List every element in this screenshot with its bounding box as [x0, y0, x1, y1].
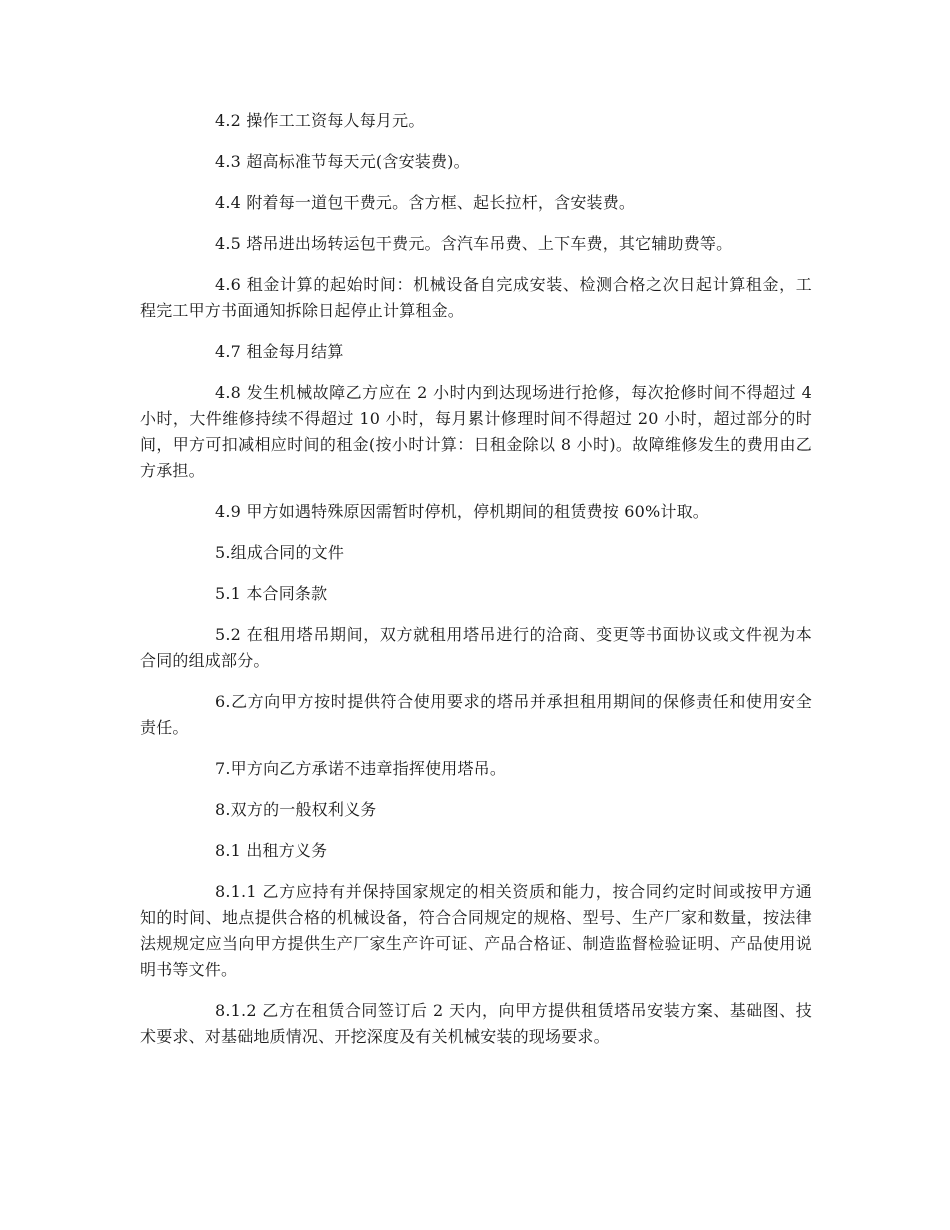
- clause-5-1: 5.1 本合同条款: [215, 584, 328, 603]
- clause-6: 6.乙方向甲方按时提供符合使用要求的塔吊并承担租用期间的保修责任和使用安全责任。: [140, 692, 812, 737]
- clause-4-3: 4.3 超高标准节每天元(含安装费)。: [215, 152, 470, 171]
- clause-7: 7.甲方向乙方承诺不违章指挥使用塔吊。: [215, 759, 507, 778]
- section-5-heading: 5.组成合同的文件: [215, 543, 345, 562]
- clause-4-7: 4.7 租金每月结算: [215, 342, 344, 361]
- clause-4-2: 4.2 操作工工资每人每月元。: [215, 111, 425, 130]
- clause-5-2: 5.2 在租用塔吊期间，双方就租用塔吊进行的洽商、变更等书面协议或文件视为本合同的组成部分。: [140, 625, 812, 670]
- section-8-heading: 8.双方的一般权利义务: [215, 800, 377, 819]
- clause-8-1-1: 8.1.1 乙方应持有并保持国家规定的相关资质和能力，按合同约定时间或按甲方通知的时间、地点提供合格的机械设备，符合合同规定的规格、型号、生产厂家和数量，按法律法规规定应当向甲方提供生产厂家生产许可证、产品合格证、制造监督检验证明、产品使用说明书等文件。: [140, 882, 812, 979]
- clause-4-8: 4.8 发生机械故障乙方应在 2 小时内到达现场进行抢修，每次抢修时间不得超过 4 小时，大件维修持续不得超过 10 小时，每月累计修理时间不得超过 20 小时，超过部分的时间，甲方可扣减相应时间的租金(按小时计算：日租金除以 8 小时)。故障维修发生的费用由乙方承担。: [140, 383, 812, 480]
- clause-4-6: 4.6 租金计算的起始时间：机械设备自完成安装、检测合格之次日起计算租金，工程完工甲方书面通知拆除日起停止计算租金。: [140, 275, 812, 320]
- clause-8-1-2: 8.1.2 乙方在租赁合同签订后 2 天内，向甲方提供租赁塔吊安装方案、基础图、技术要求、对基础地质情况、开挖深度及有关机械安装的现场要求。: [140, 1001, 812, 1046]
- clause-4-5: 4.5 塔吊进出场转运包干费元。含汽车吊费、上下车费，其它辅助费等。: [215, 234, 733, 253]
- document-body: [140, 108, 812, 1065]
- clause-4-4: 4.4 附着每一道包干费元。含方框、起长拉杆，含安装费。: [215, 193, 636, 212]
- clause-4-9: 4.9 甲方如遇特殊原因需暂时停机，停机期间的租赁费按 60%计取。: [215, 502, 709, 521]
- clause-8-1: 8.1 出租方义务: [215, 841, 328, 860]
